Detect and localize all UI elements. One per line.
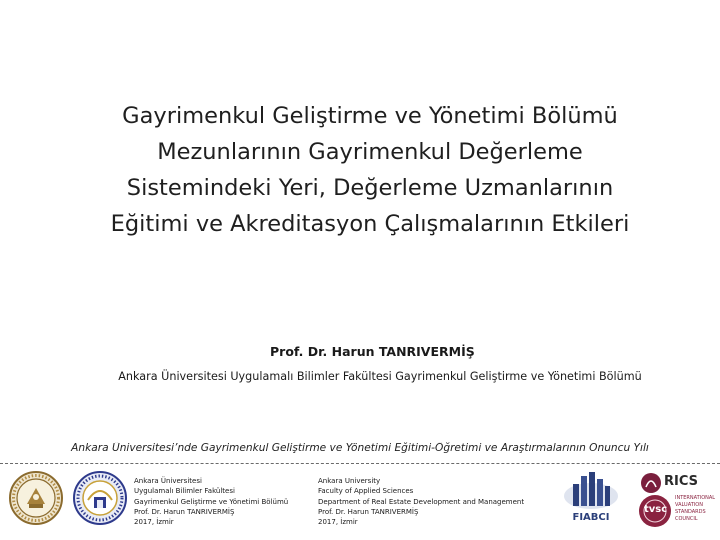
fiabci-label: FIABCI xyxy=(572,512,610,523)
footer-line: Uygulamalı Bilimler Fakültesi xyxy=(134,487,235,496)
footer-line: Gayrimenkul Geliştirme ve Yönetimi Bölümü xyxy=(134,497,289,506)
tvsc-caption xyxy=(675,495,715,523)
rics-label: RICS xyxy=(664,474,698,489)
university-seal-icon xyxy=(8,470,64,526)
footer-line: 2017, İzmir xyxy=(318,518,358,527)
footer-line: Prof. Dr. Harun TANRIVERMİŞ xyxy=(134,507,235,516)
slide-title xyxy=(60,98,680,242)
fiabci-logo xyxy=(552,470,630,526)
tvsc-caption-line: INTERNATIONAL xyxy=(675,495,716,501)
tvsc-caption-line: VALUATION xyxy=(675,502,703,508)
footer-line: Ankara University xyxy=(318,477,381,485)
footer-line: Department of Real Estate Development and Management xyxy=(318,497,525,506)
title-line: Gayrimenkul Geliştirme ve Yönetimi Bölümü xyxy=(122,103,618,129)
rics-logo-icon xyxy=(640,472,662,494)
title-line: Mezunlarının Gayrimenkul Değerleme xyxy=(157,139,583,165)
title-line: Sistemindeki Yeri, Değerleme Uzmanlarının xyxy=(126,175,614,201)
footer-turkish-info xyxy=(134,476,288,527)
faculty-emblem-icon xyxy=(72,470,128,526)
author-name: Prof. Dr. Harun TANRIVERMİŞ xyxy=(270,344,475,359)
footer-line: Ankara Üniversitesi xyxy=(134,477,202,485)
footer-line: 2017, İzmir xyxy=(134,518,174,527)
author-affiliation: Ankara Üniversitesi Uygulamalı Bilimler Fakültesi Gayrimenkul Geliştirme ve Yönetimi Bölümü xyxy=(118,370,642,383)
tvsc-label: tvsc xyxy=(644,504,668,515)
skyscrapers-icon xyxy=(563,470,619,510)
tvsc-caption-line: STANDARDS xyxy=(675,509,706,515)
tvsc-caption-line: COUNCIL xyxy=(675,516,698,522)
footer-line: Faculty of Applied Sciences xyxy=(318,487,414,496)
footer-divider xyxy=(0,463,720,464)
footer-line: Prof. Dr. Harun TANRIVERMİŞ xyxy=(318,507,419,516)
title-line: Eğitimi ve Akreditasyon Çalışmalarının Etkileri xyxy=(110,211,630,237)
footer-english-info xyxy=(318,476,524,527)
conference-title: Ankara Üniversitesi’nde Gayrimenkul Geliştirme ve Yönetimi Eğitimi-Öğretimi ve Araştırmalarının Onuncu Yılı xyxy=(71,442,649,454)
